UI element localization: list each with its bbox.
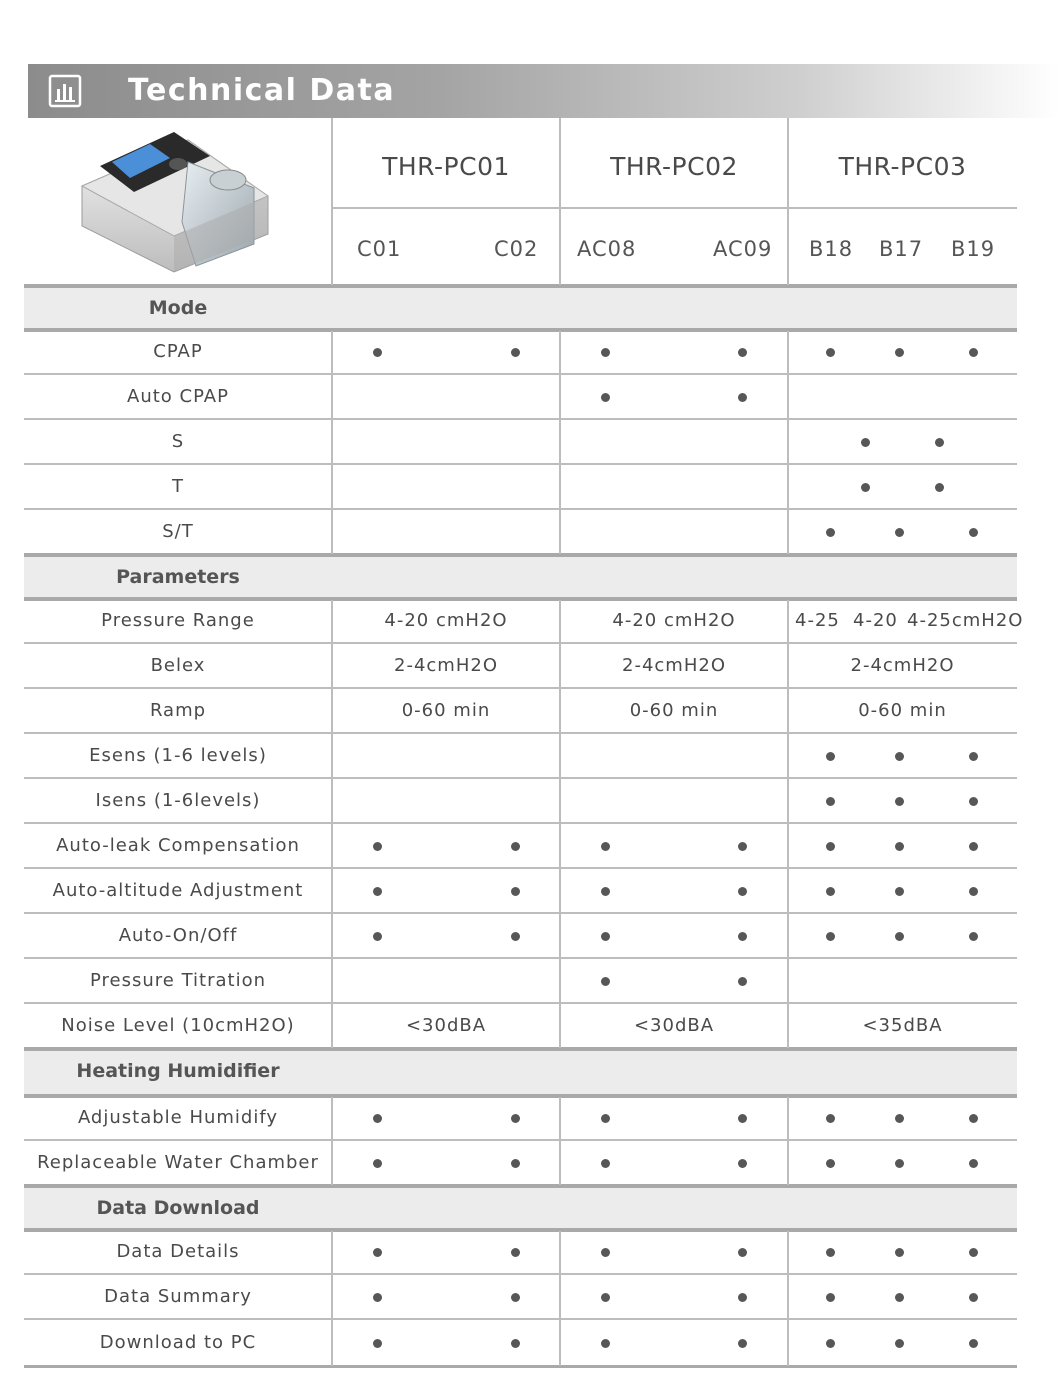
- check-dot: [373, 348, 382, 357]
- check-dot: [969, 752, 978, 761]
- row-label: Isens (1-6levels): [95, 789, 261, 811]
- column-divider: [787, 1097, 789, 1185]
- check-dot: [738, 932, 747, 941]
- check-dot: [969, 887, 978, 896]
- row-label: Auto-On/Off: [118, 924, 238, 946]
- check-dot: [511, 932, 520, 941]
- check-dot: [511, 1293, 520, 1302]
- check-dot: [373, 1248, 382, 1257]
- column-divider: [559, 1097, 561, 1185]
- check-dot: [826, 752, 835, 761]
- check-dot: [373, 1339, 382, 1348]
- check-dot: [969, 932, 978, 941]
- row-label: Auto-altitude Adjustment: [52, 879, 304, 901]
- check-dot: [738, 887, 747, 896]
- check-dot: [969, 1339, 978, 1348]
- check-dot: [601, 348, 610, 357]
- check-dot: [511, 348, 520, 357]
- check-dot: [969, 348, 978, 357]
- row-divider: [24, 418, 1017, 420]
- check-dot: [895, 932, 904, 941]
- row-label: Data Summary: [104, 1285, 252, 1307]
- check-dot: [738, 842, 747, 851]
- check-dot: [826, 1293, 835, 1302]
- model-variant: B19: [951, 237, 996, 261]
- row-divider: [24, 957, 1017, 959]
- column-divider: [331, 600, 333, 1048]
- check-dot: [738, 393, 747, 402]
- section-title: Mode: [148, 297, 208, 319]
- cell-value: 4-20 cmH2O: [612, 609, 736, 631]
- row-divider: [24, 508, 1017, 510]
- check-dot: [969, 797, 978, 806]
- check-dot: [373, 1293, 382, 1302]
- cell-value: 4-20: [853, 609, 898, 631]
- check-dot: [738, 348, 747, 357]
- row-divider: [24, 373, 1017, 375]
- check-dot: [511, 1248, 520, 1257]
- row-divider: [24, 822, 1017, 824]
- check-dot: [826, 1114, 835, 1123]
- check-dot: [826, 932, 835, 941]
- check-dot: [895, 887, 904, 896]
- check-dot: [511, 1159, 520, 1168]
- column-divider: [559, 118, 561, 285]
- row-label: Auto-leak Compensation: [56, 834, 300, 856]
- check-dot: [969, 1293, 978, 1302]
- check-dot: [373, 887, 382, 896]
- column-divider: [559, 600, 561, 1048]
- cell-value: <30dBA: [405, 1014, 487, 1036]
- bar-chart-icon: [48, 74, 82, 108]
- row-divider: [24, 1002, 1017, 1004]
- table-bottom-border: [24, 1365, 1017, 1368]
- check-dot: [601, 1114, 610, 1123]
- check-dot: [601, 932, 610, 941]
- check-dot: [601, 977, 610, 986]
- row-label: Download to PC: [99, 1331, 257, 1353]
- check-dot: [601, 1248, 610, 1257]
- check-dot: [935, 438, 944, 447]
- section-border: [24, 328, 1017, 332]
- check-dot: [826, 1159, 835, 1168]
- row-divider: [24, 1139, 1017, 1141]
- banner-title: Technical Data: [128, 73, 396, 108]
- check-dot: [895, 1248, 904, 1257]
- cell-value: 0-60 min: [629, 699, 719, 721]
- model-name: THR-PC02: [610, 152, 738, 181]
- check-dot: [738, 1339, 747, 1348]
- column-divider: [331, 1097, 333, 1185]
- check-dot: [895, 1293, 904, 1302]
- row-label: Data Details: [116, 1240, 240, 1262]
- check-dot: [969, 1248, 978, 1257]
- check-dot: [826, 887, 835, 896]
- check-dot: [826, 1248, 835, 1257]
- row-label: Replaceable Water Chamber: [37, 1151, 319, 1173]
- model-variant: AC08: [577, 237, 637, 261]
- check-dot: [601, 842, 610, 851]
- cell-value: <30dBA: [633, 1014, 715, 1036]
- section-title: Data Download: [96, 1197, 260, 1219]
- column-divider: [787, 331, 789, 554]
- column-divider: [331, 331, 333, 554]
- check-dot: [861, 438, 870, 447]
- row-label: Adjustable Humidify: [77, 1106, 279, 1128]
- check-dot: [511, 1114, 520, 1123]
- row-label: T: [172, 475, 184, 497]
- row-label: S: [171, 430, 185, 452]
- check-dot: [895, 797, 904, 806]
- row-label: S/T: [162, 520, 194, 542]
- check-dot: [895, 752, 904, 761]
- check-dot: [738, 1114, 747, 1123]
- row-divider: [24, 1318, 1017, 1320]
- check-dot: [895, 842, 904, 851]
- cell-value: <35dBA: [862, 1014, 943, 1036]
- check-dot: [861, 483, 870, 492]
- check-dot: [969, 842, 978, 851]
- cell-value: 4-25: [795, 609, 840, 631]
- check-dot: [738, 977, 747, 986]
- section-title: Parameters: [116, 566, 240, 588]
- check-dot: [373, 1114, 382, 1123]
- row-divider: [24, 732, 1017, 734]
- cell-value: 2-4cmH2O: [850, 654, 955, 676]
- check-dot: [373, 842, 382, 851]
- model-variant: AC09: [713, 237, 773, 261]
- section-border: [24, 1094, 1017, 1098]
- model-name: THR-PC03: [838, 152, 967, 181]
- cell-value: 4-25cmH2O: [907, 609, 1024, 631]
- check-dot: [895, 1114, 904, 1123]
- column-divider: [787, 1231, 789, 1366]
- check-dot: [601, 393, 610, 402]
- column-divider: [559, 331, 561, 554]
- check-dot: [511, 887, 520, 896]
- check-dot: [826, 1339, 835, 1348]
- check-dot: [601, 1339, 610, 1348]
- cell-value: 2-4cmH2O: [622, 654, 726, 676]
- check-dot: [738, 1293, 747, 1302]
- check-dot: [826, 348, 835, 357]
- row-label: Ramp: [149, 699, 207, 721]
- model-variant: B18: [809, 237, 854, 261]
- check-dot: [969, 1114, 978, 1123]
- row-divider: [24, 687, 1017, 689]
- section-border: [24, 1228, 1017, 1232]
- check-dot: [895, 1159, 904, 1168]
- row-divider: [24, 463, 1017, 465]
- row-label: Esens (1-6 levels): [89, 744, 267, 766]
- row-label: Noise Level (10cmH2O): [61, 1014, 295, 1036]
- check-dot: [373, 1159, 382, 1168]
- check-dot: [895, 1339, 904, 1348]
- column-divider: [331, 1231, 333, 1366]
- cell-value: 2-4cmH2O: [394, 654, 498, 676]
- row-divider: [24, 1273, 1017, 1275]
- model-variant: C02: [494, 237, 539, 261]
- cell-value: 0-60 min: [858, 699, 947, 721]
- check-dot: [826, 842, 835, 851]
- check-dot: [738, 1159, 747, 1168]
- cell-value: 0-60 min: [401, 699, 491, 721]
- row-divider: [24, 867, 1017, 869]
- check-dot: [826, 797, 835, 806]
- model-variant: B17: [879, 237, 924, 261]
- row-label: CPAP: [153, 340, 203, 362]
- check-dot: [895, 348, 904, 357]
- check-dot: [601, 887, 610, 896]
- row-divider: [24, 912, 1017, 914]
- row-label: Pressure Titration: [90, 969, 266, 991]
- row-divider: [24, 642, 1017, 644]
- check-dot: [601, 1159, 610, 1168]
- model-variant: C01: [357, 237, 402, 261]
- cpap-device-image: [78, 126, 272, 274]
- check-dot: [373, 932, 382, 941]
- check-dot: [969, 528, 978, 537]
- check-dot: [935, 483, 944, 492]
- check-dot: [826, 528, 835, 537]
- section-title: Heating Humidifier: [76, 1060, 280, 1082]
- row-label: Belex: [150, 654, 206, 676]
- column-divider: [559, 1231, 561, 1366]
- model-name: THR-PC01: [382, 152, 510, 181]
- section-banner: [28, 64, 1059, 118]
- check-dot: [601, 1293, 610, 1302]
- check-dot: [511, 842, 520, 851]
- section-border: [24, 597, 1017, 601]
- check-dot: [969, 1159, 978, 1168]
- check-dot: [738, 1248, 747, 1257]
- row-divider: [24, 777, 1017, 779]
- header-divider: [332, 207, 1017, 209]
- check-dot: [895, 528, 904, 537]
- cell-value: 4-20 cmH2O: [384, 609, 508, 631]
- column-divider: [331, 118, 333, 285]
- row-label: Pressure Range: [101, 609, 255, 631]
- column-divider: [787, 118, 789, 285]
- check-dot: [511, 1339, 520, 1348]
- column-divider: [787, 600, 789, 1048]
- row-label: Auto CPAP: [127, 385, 229, 407]
